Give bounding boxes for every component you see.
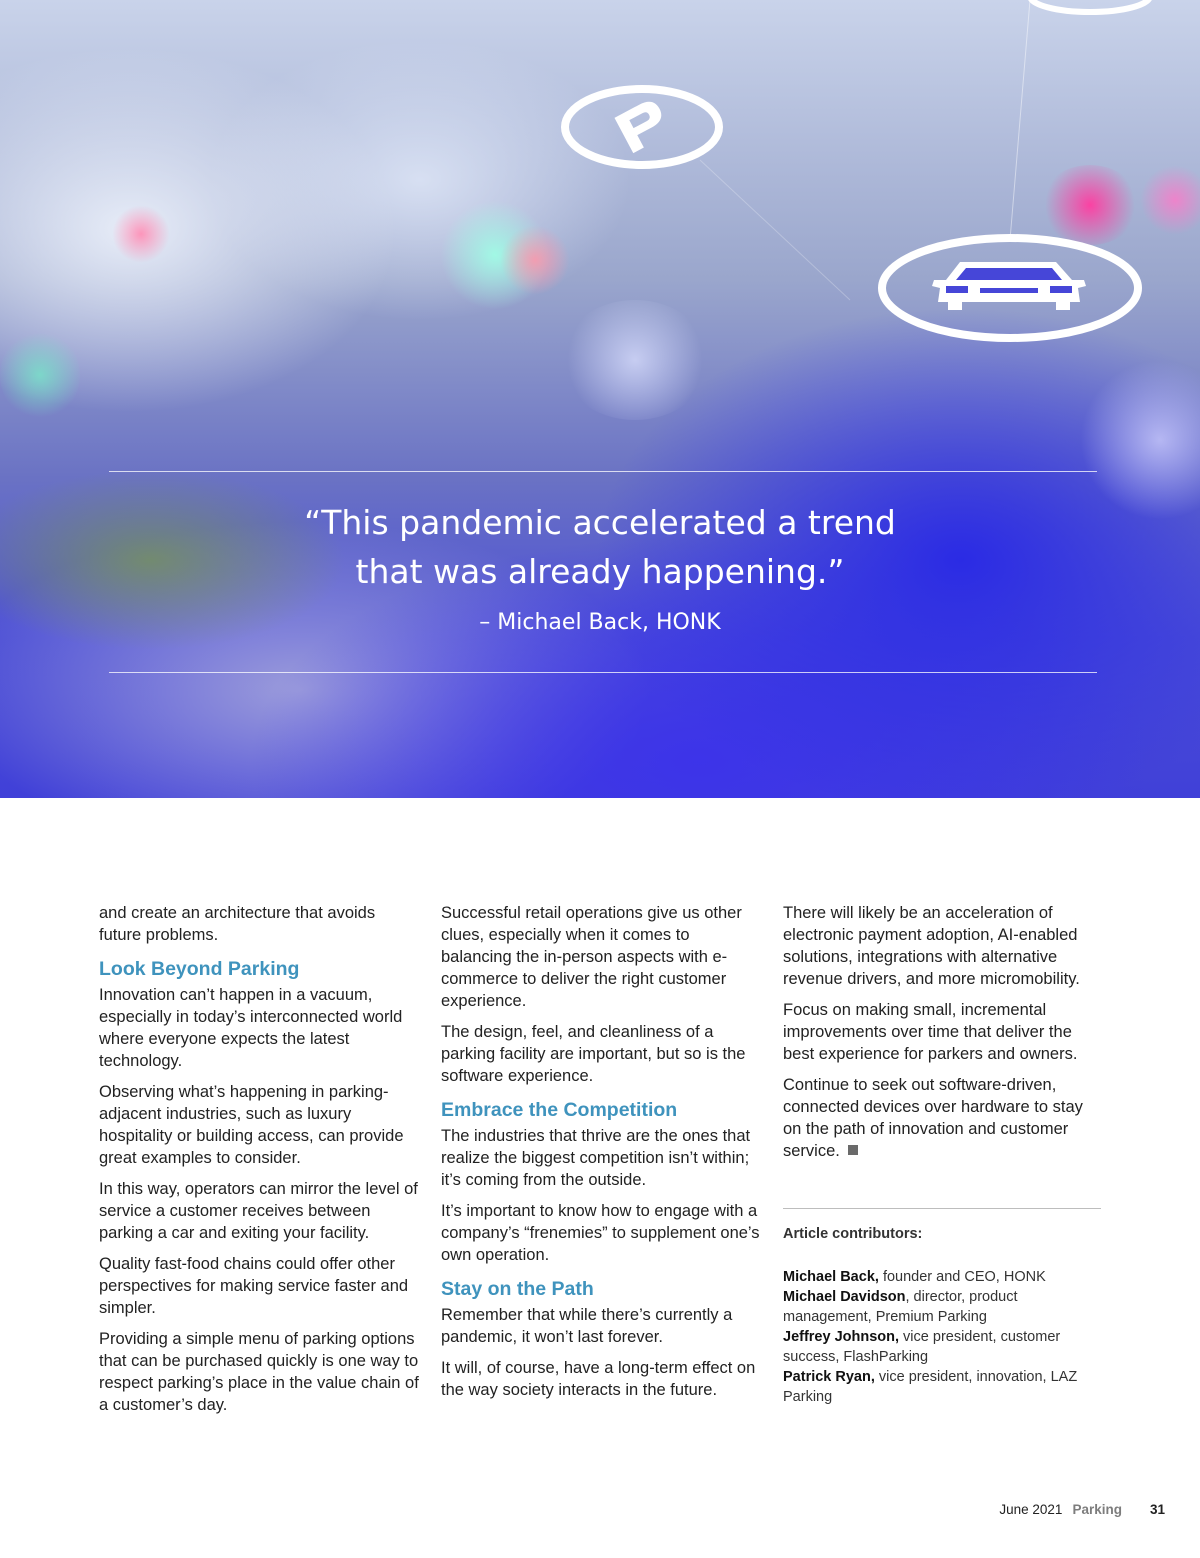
pull-quote xyxy=(200,498,1000,596)
quote-bottom-rule xyxy=(109,672,1097,673)
section-heading-embrace-the-competition: Embrace the Competition xyxy=(441,1099,678,1121)
contributor-role: , director, product management, Premium Parking xyxy=(783,1289,1018,1325)
contributor-name: Jeffrey Johnson, xyxy=(783,1329,900,1345)
paragraph: Successful retail operations give us other clues, especially when it comes to balancing the in-person aspects with e-commerce to deliver the right customer experience. xyxy=(441,904,742,1010)
paragraph: The design, feel, and cleanliness of a parking facility are important, but so is the software experience. xyxy=(441,1023,746,1085)
paragraph: Focus on making small, incremental improvements over time that deliver the best experience for parkers and owners. xyxy=(783,1001,1078,1063)
contributors-divider xyxy=(783,1208,1101,1209)
paragraph: It’s important to know how to engage with a company’s “frenemies” to supplement one’s own operation. xyxy=(441,1202,760,1264)
quote-line-2: that was already happening.” xyxy=(355,552,845,591)
paragraph: There will likely be an acceleration of electronic payment adoption, AI-enabled solutions, integrations with alternative revenue drivers, and more micromobility. xyxy=(783,904,1080,988)
section-heading-look-beyond-parking: Look Beyond Parking xyxy=(99,958,300,980)
contributor-name: Patrick Ryan, xyxy=(783,1369,875,1385)
parking-icon xyxy=(560,84,724,170)
section-heading-stay-on-the-path: Stay on the Path xyxy=(441,1278,594,1300)
magazine-name: Parking xyxy=(1072,1502,1122,1517)
paragraph-text: Continue to seek out software-driven, connected devices over hardware to stay on the path of innovation and customer service. xyxy=(783,1076,1083,1160)
contributor-entry xyxy=(783,1287,1105,1327)
contributor-role: vice president, customer success, FlashParking xyxy=(783,1329,1061,1365)
paragraph: In this way, operators can mirror the level of service a customer receives between parking a car and exiting your facility. xyxy=(99,1180,418,1242)
column-1 xyxy=(99,902,421,1425)
column-2 xyxy=(441,902,763,1410)
paragraph: Innovation can’t happen in a vacuum, especially in today’s interconnected world where everyone expects the latest technology. xyxy=(99,986,403,1070)
contributor-role: founder and CEO, HONK xyxy=(878,1269,1046,1285)
contributor-entry xyxy=(783,1327,1105,1367)
paragraph: Remember that while there’s currently a pandemic, it won’t last forever. xyxy=(441,1306,733,1346)
page-number: 31 xyxy=(1149,1502,1165,1517)
contributor-name: Michael Davidson xyxy=(783,1289,906,1305)
page-footer xyxy=(999,1502,1165,1517)
paragraph: Observing what’s happening in parking-adjacent industries, such as luxury hospitality or building access, can provide great examples to consider. xyxy=(99,1083,404,1167)
contributor-role: vice president, innovation, LAZ Parking xyxy=(783,1369,1078,1405)
paragraph: The industries that thrive are the ones that realize the biggest competition isn’t within; it’s coming from the outside. xyxy=(441,1127,751,1189)
paragraph: It will, of course, have a long-term effect on the way society interacts in the future. xyxy=(441,1359,756,1399)
quote-attribution: – Michael Back, HONK xyxy=(479,610,721,635)
issue-date: June 2021 xyxy=(999,1502,1063,1517)
contributors-list xyxy=(783,1267,1105,1407)
quote-top-rule xyxy=(109,471,1097,472)
paragraph: Providing a simple menu of parking options that can be purchased quickly is one way to respect parking’s place in the value chain of a customer’s day. xyxy=(99,1330,419,1414)
paragraph-final xyxy=(783,1074,1105,1162)
paragraph: Quality fast-food chains could offer other perspectives for making service faster and simpler. xyxy=(99,1255,409,1317)
contributor-entry xyxy=(783,1267,1105,1287)
end-of-article-mark xyxy=(848,1145,858,1155)
paragraph: and create an architecture that avoids future problems. xyxy=(99,904,376,944)
contributors-heading: Article contributors: xyxy=(783,1226,923,1242)
car-icon xyxy=(876,232,1144,344)
contributor-entry xyxy=(783,1367,1105,1407)
column-3 xyxy=(783,902,1105,1407)
quote-line-1: “This pandemic accelerated a trend xyxy=(304,503,896,542)
contributor-name: Michael Back, xyxy=(783,1269,879,1285)
